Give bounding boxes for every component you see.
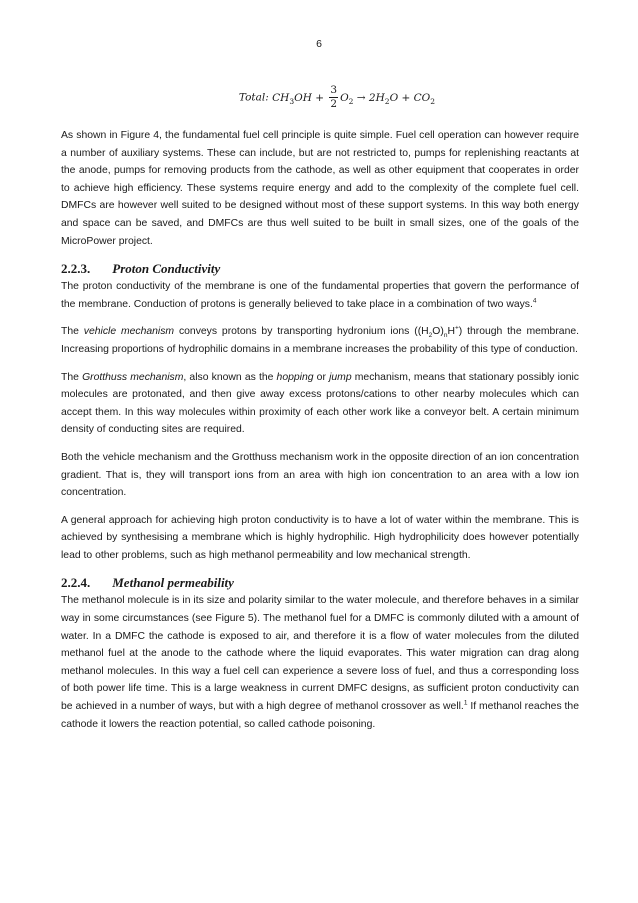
total-reaction-equation bbox=[0, 84, 638, 111]
section-heading-methanol-permeability bbox=[61, 574, 579, 592]
section-number: 2.2.4. bbox=[61, 575, 91, 591]
equation-label: Total: bbox=[238, 91, 269, 104]
section-title: Proton Conductivity bbox=[112, 261, 221, 277]
equation-term-oxygen: $O_2$ bbox=[340, 91, 354, 106]
section-number: 2.2.3. bbox=[61, 261, 91, 277]
page-number: 6 bbox=[316, 38, 322, 50]
equation-products: → $2H_2O + CO_2$ bbox=[356, 91, 436, 106]
section-heading-proton-conductivity bbox=[61, 260, 579, 278]
reference-marker: 4 bbox=[532, 297, 537, 305]
equation-term-methanol: $CH_3OH$ + bbox=[272, 91, 325, 106]
section-title: Methanol permeability bbox=[112, 575, 234, 591]
equation-fraction: $\frac{3}{2}$ bbox=[330, 84, 338, 110]
paragraph-methanol-permeability: The methanol molecule is in its size and polarity similar to the water molecule, and therefore behaves in a similar way in some circumstances (see Figure 5). The methanol fuel for a DMFC is commonly diluted with a amount of water. In a DMFC the cathode is exposed to air, and therefore it is a flow of water molecules from the diluted methanol fuel at the anode to the cathode where the liquid evaporates. This water migration can drag along methanol molecules. In this way a fuel cell can experience a severe loss of fuel, and thus a corresponding loss of both power life time. This is a large weakness in current DMFC designs, as sufficient proton conductivity can be achieved in a number of ways, but with a high degree of methanol crossover as well.$^1$ If methanol reaches the cathode it lowers the reaction potential, so called cathode poisoning. bbox=[61, 595, 579, 730]
document-body bbox=[61, 127, 579, 743]
reference-marker: 1 bbox=[463, 699, 468, 707]
paragraph-both-mechanisms: Both the vehicle mechanism and the Grotthuss mechanism work in the opposite direction of an ion concentration gradient. That is, they will transport ions from an area with high ion concentration to an area with a low ion concentration. bbox=[61, 451, 579, 499]
paragraph-grotthuss-mechanism: The Grotthuss mechanism, also known as the hopping or jump mechanism, means that stationary possibly ionic molecules are protonated, and then give away excess protons/cations to other nearby molecules which can accept them. In this way molecules within proximity of each other work like a conveyor belt. A certain minimum density of conducting sites are required. bbox=[61, 371, 579, 436]
paragraph-vehicle-mechanism: The vehicle mechanism conveys protons by transporting hydronium ions $((H_2O)_nH^+)$ through the membrane. Increasing proportions of hydrophilic domains in a membrane increases the probability of this type of conduction. bbox=[61, 324, 580, 355]
paragraph-proton-conductivity: The proton conductivity of the membrane is one of the fundamental properties that govern the performance of the membrane. Conduction of protons is generally believed to take place in a combination of two ways.$^4$ bbox=[61, 281, 579, 310]
paragraph-general-approach: A general approach for achieving high proton conductivity is to have a lot of water within the membrane. This is achieved by synthesising a membrane which is highly hydrophilic. High hydrophilicity does however potentially lead to other problems, such as high methanol permeability and low mechanical strength. bbox=[61, 514, 579, 561]
paragraph-intro: As shown in Figure 4, the fundamental fuel cell principle is quite simple. Fuel cell operation can however require a number of auxiliary systems. These can include, but are not restricted to, pumps for replenishing reactants at the anode, pumps for removing products from the cathode, as well as other equipment that cooperates in order to achieve high efficiency. These systems require energy and add to the complexity of the complete fuel cell. DMFCs are however well suited to be designed without most of these support systems. In this way both energy and space can be saved, and DMFCs are thus well suited to be built in small sizes, one of the goals of the MicroPower project. bbox=[61, 130, 579, 247]
